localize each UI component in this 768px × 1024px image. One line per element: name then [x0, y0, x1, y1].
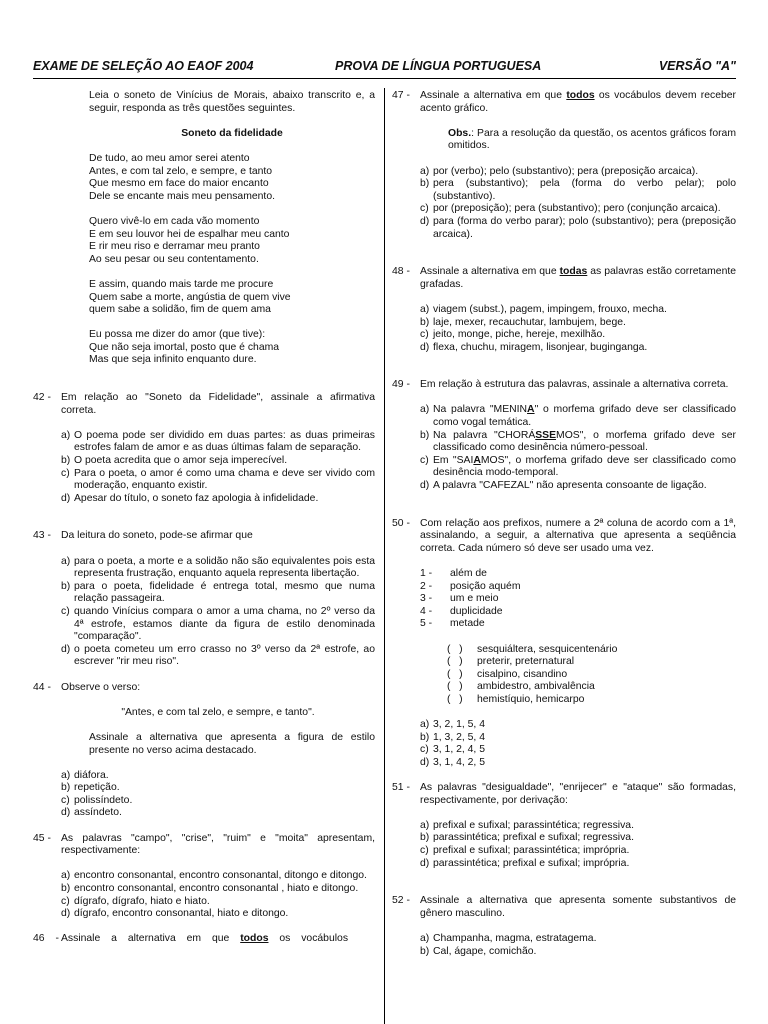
- blank-item[interactable]: ( ) hemistíquio, hemicarpo: [447, 693, 585, 705]
- question-number: 43 -: [33, 530, 51, 542]
- option-text: Na palavra "CHORÁ: [433, 429, 536, 441]
- option-text: Para o poeta, o amor é como uma chama e deve ser vivido com moderação, enquanto existir.: [74, 467, 375, 492]
- option-text: jeito, monge, piche, hereje, mexilhão.: [433, 329, 606, 341]
- highlighted-verse: "Antes, e com tal zelo, e sempre, e tanto".: [121, 706, 315, 718]
- question-text: Da leitura do soneto, pode-se afirmar que: [61, 530, 253, 542]
- option-letter: a): [420, 404, 430, 416]
- list-item: 2 - posição aquém: [420, 580, 521, 592]
- verse: Antes, e com tal zelo, e sempre, e tanto: [89, 165, 273, 177]
- first-column-list: [392, 568, 736, 631]
- option-b[interactable]: [420, 832, 736, 845]
- option-c[interactable]: [61, 606, 375, 644]
- option-text: A palavra "CAFEZAL" não apresenta consoante de ligação.: [433, 480, 707, 492]
- question-51: [392, 782, 736, 870]
- question-44: [33, 682, 375, 821]
- stanza: [89, 153, 375, 203]
- question-45: [33, 833, 375, 921]
- option-letter: a): [420, 165, 430, 177]
- option-c[interactable]: [61, 896, 375, 909]
- question-49: [392, 379, 736, 492]
- question-50: [392, 518, 736, 770]
- question-text: Assinale a alternativa que apresenta a figura de estilo presente no verso acima destacado.: [89, 731, 375, 756]
- question-42: [33, 392, 375, 505]
- verse: E assim, quando mais tarde me procure: [89, 278, 274, 290]
- option-a[interactable]: [420, 404, 736, 429]
- option-text: viagem (subst.), pagem, impingem, frouxo, mecha.: [433, 303, 667, 315]
- option-d[interactable]: [61, 644, 375, 669]
- option-letter: c): [61, 895, 70, 907]
- option-a[interactable]: [61, 556, 375, 581]
- observation: [392, 128, 736, 153]
- option-b[interactable]: [61, 883, 375, 896]
- stanza: [89, 329, 375, 367]
- option-text: 3, 2, 1, 5, 4: [433, 719, 485, 731]
- option-letter: c): [420, 744, 429, 756]
- column-divider: [384, 88, 385, 1024]
- verse: Que não seja imortal, posto que é chama: [89, 341, 280, 353]
- option-d[interactable]: [61, 493, 375, 506]
- option-letter: d): [61, 492, 71, 504]
- option-a[interactable]: [61, 870, 375, 883]
- option-letter: b): [420, 178, 430, 190]
- underlined-morpheme: A: [473, 454, 481, 466]
- option-text: parassintética; prefixal e sufixal; imprópria.: [433, 857, 630, 869]
- option-b[interactable]: [61, 581, 375, 606]
- option-text: por (preposição); pera (substantivo); pero (conjunção arcaica).: [433, 203, 721, 215]
- verse: Quero vivê-lo em cada vão momento: [89, 215, 260, 227]
- verse: Mas que seja infinito enquanto dure.: [89, 354, 257, 366]
- question-number: 46 -: [33, 933, 59, 945]
- option-text: MOS", o morfema grifado deve ser classificado como desinência número-pessoal.: [433, 429, 736, 454]
- question-text: Assinale a alternativa em que: [420, 90, 562, 101]
- emphasized-word: todos: [566, 90, 595, 101]
- underlined-morpheme: SSE: [535, 429, 557, 441]
- option-text: Na palavra "MENIN: [433, 404, 528, 416]
- option-text: por (verbo); pelo (substantivo); pera (preposição arcaica).: [433, 165, 699, 177]
- option-letter: c): [420, 454, 429, 466]
- option-text: Champanha, magma, estratagema.: [433, 933, 597, 945]
- obs-label: Obs.: [448, 127, 472, 139]
- option-letter: d): [420, 341, 430, 353]
- verse: Eu possa me dizer do amor (que tive):: [89, 329, 266, 341]
- option-text: Apesar do título, o soneto faz apologia à infidelidade.: [74, 492, 319, 504]
- blank-item[interactable]: ( ) cisalpino, cisandino: [447, 668, 568, 680]
- option-c[interactable]: [420, 744, 736, 757]
- question-text: as palavras estão corretamente grafadas.: [420, 266, 737, 290]
- verse: De tudo, ao meu amor serei atento: [89, 152, 250, 164]
- option-letter: b): [61, 883, 71, 895]
- option-c[interactable]: [420, 203, 736, 216]
- option-text: o poeta cometeu um erro crasso no 3º verso da 2ª estrofe, ao escrever "rir meu riso".: [74, 643, 375, 668]
- option-d[interactable]: [420, 757, 736, 770]
- verse: Dele se encante mais meu pensamento.: [89, 190, 275, 202]
- option-a[interactable]: [420, 166, 736, 179]
- option-b[interactable]: [420, 430, 736, 455]
- option-letter: c): [61, 605, 70, 617]
- intro-text: Leia o soneto de Vinícius de Morais, abaixo transcrito e, a seguir, responda as três questões seguintes.: [89, 90, 375, 114]
- option-b[interactable]: [420, 317, 736, 330]
- option-text: prefixal e sufixal; parassintética; regressiva.: [433, 819, 634, 831]
- option-letter: a): [420, 819, 430, 831]
- option-letter: d): [420, 857, 430, 869]
- option-letter: d): [420, 215, 430, 227]
- option-text: 1, 3, 2, 5, 4: [433, 731, 485, 743]
- question-text: As palavras "desigualdade", "enrijecer" e "ataque" são formadas, respectivamente, por derivação:: [420, 782, 736, 806]
- option-text: assíndeto.: [74, 807, 122, 819]
- question-number: 47 -: [392, 90, 410, 101]
- page-header: [33, 60, 736, 76]
- option-d[interactable]: [420, 858, 736, 871]
- question-number: 45 -: [33, 832, 51, 844]
- option-text: MOS", o morfema grifado deve ser classificado como desinência modo-temporal.: [433, 454, 737, 479]
- option-text: O poema pode ser dividido em duas partes: as duas primeiras estrofes falam de amor e as duas últimas falam de separação.: [74, 429, 375, 454]
- option-letter: b): [420, 832, 430, 844]
- stanza: [89, 216, 375, 266]
- option-c[interactable]: [420, 845, 736, 858]
- option-b[interactable]: [420, 732, 736, 745]
- question-text: Em relação ao "Soneto da Fidelidade", assinale a afirmativa correta.: [61, 392, 375, 416]
- option-letter: c): [61, 794, 70, 806]
- exam-title: EXAME DE SELEÇÃO AO EAOF 2004: [33, 59, 254, 73]
- question-text: Assinale a alternativa em que: [61, 933, 230, 945]
- option-letter: d): [61, 643, 71, 655]
- list-item: 4 - duplicidade: [420, 605, 503, 617]
- question-number: 42 -: [33, 392, 51, 404]
- option-a[interactable]: [420, 820, 736, 833]
- emphasized-word: todos: [240, 933, 269, 945]
- question-48: [392, 266, 736, 354]
- option-letter: b): [420, 429, 430, 441]
- option-letter: d): [420, 480, 430, 492]
- option-letter: b): [420, 316, 430, 328]
- option-letter: b): [420, 731, 430, 743]
- list-item: 3 - um e meio: [420, 593, 499, 605]
- question-text: Observe o verso:: [61, 681, 141, 693]
- option-c[interactable]: [61, 468, 375, 493]
- option-text: prefixal e sufixal; parassintética; imprópria.: [433, 845, 630, 857]
- emphasized-word: todas: [559, 266, 588, 278]
- option-letter: d): [61, 908, 71, 920]
- question-text: Com relação aos prefixos, numere a 2ª coluna de acordo com a 1ª, assinalando, a seguir, a alternativa que apresenta a seqüência correta. Cada número só deve ser usado uma vez.: [420, 517, 736, 554]
- question-43: [33, 530, 375, 669]
- option-letter: a): [420, 719, 430, 731]
- option-b[interactable]: [420, 178, 736, 203]
- option-c[interactable]: [420, 329, 736, 342]
- option-letter: b): [61, 782, 71, 794]
- question-number: 50 -: [392, 517, 410, 529]
- question-46: [33, 933, 375, 946]
- blank-box[interactable]: ( ): [447, 668, 463, 680]
- right-column: [392, 90, 736, 958]
- verse: E rir meu riso e derramar meu pranto: [89, 241, 260, 253]
- option-letter: c): [420, 845, 429, 857]
- option-text: 3, 1, 2, 4, 5: [433, 744, 485, 756]
- blank-box[interactable]: ( ): [447, 681, 463, 693]
- blank-box[interactable]: ( ): [447, 656, 463, 668]
- blank-item[interactable]: ( ) sesquiáltera, sesquicentenário: [447, 643, 618, 655]
- option-d[interactable]: [420, 342, 736, 355]
- option-letter: a): [420, 933, 430, 945]
- question-text: os vocábulos: [279, 933, 349, 945]
- option-a[interactable]: [61, 430, 375, 455]
- option-text: quando Vinícius compara o amor a uma chama, no 2º verso da 4ª estrofe, estamos diante da figura de estilo denominada "comparação".: [74, 605, 375, 643]
- verse: Ao seu pesar ou seu contentamento.: [89, 253, 259, 265]
- option-d[interactable]: [420, 480, 736, 493]
- option-d[interactable]: [420, 216, 736, 241]
- subject-title: PROVA DE LÍNGUA PORTUGUESA: [335, 59, 542, 73]
- option-b[interactable]: [61, 782, 375, 795]
- question-text: As palavras "campo", "crise", "ruim" e "moita" apresentam, respectivamente:: [61, 832, 375, 857]
- question-number: 48 -: [392, 266, 410, 278]
- question-text: Assinale a alternativa que apresenta somente substantivos de gênero masculino.: [420, 895, 736, 919]
- option-text: 3, 1, 4, 2, 5: [433, 756, 485, 768]
- question-52: [392, 895, 736, 958]
- option-letter: b): [61, 455, 71, 467]
- option-text: dígrafo, dígrafo, hiato e hiato.: [74, 895, 210, 907]
- question-text: Assinale a alternativa em que: [420, 266, 557, 278]
- option-text: parassintética; prefixal e sufixal; regressiva.: [433, 832, 634, 844]
- question-number: 44 -: [33, 681, 51, 693]
- blank-item[interactable]: ( ) preterir, preternatural: [447, 656, 575, 668]
- option-text: Cal, ágape, comichão.: [433, 945, 537, 957]
- option-text: " o morfema grifado deve ser classificado como vogal temática.: [433, 404, 736, 429]
- option-text: Em "SAI: [433, 454, 474, 466]
- obs-text: : Para a resolução da questão, os acentos gráficos foram omitidos.: [448, 127, 736, 152]
- question-text: Em relação à estrutura das palavras, assinale a alternativa correta.: [420, 379, 729, 391]
- option-c[interactable]: [61, 795, 375, 808]
- header-rule: [33, 78, 736, 79]
- second-column-list: [392, 644, 736, 707]
- option-letter: a): [61, 870, 71, 882]
- option-text: para (forma do verbo parar); polo (substantivo); pera (preposição arcaica).: [433, 215, 736, 240]
- option-text: polissíndeto.: [74, 794, 133, 806]
- option-text: encontro consonantal, encontro consonantal, ditongo e ditongo.: [74, 870, 367, 882]
- question-number: 49 -: [392, 379, 410, 391]
- option-text: diáfora.: [74, 769, 109, 781]
- question-47: [392, 90, 736, 241]
- option-text: para o poeta, fidelidade é entrega total, mesmo que numa relação passageira.: [74, 580, 375, 605]
- option-text: para o poeta, a morte e a solidão não são equivalentes pois esta representa frustração, enquanto aquela representa libertação.: [74, 555, 375, 580]
- blank-item[interactable]: ( ) ambidestro, ambivalência: [447, 681, 595, 693]
- option-a[interactable]: [420, 304, 736, 317]
- option-letter: c): [61, 467, 70, 479]
- option-d[interactable]: [61, 908, 375, 921]
- blank-box[interactable]: ( ): [447, 643, 463, 655]
- option-a[interactable]: [420, 719, 736, 732]
- question-number: 52 -: [392, 895, 410, 907]
- option-letter: a): [61, 429, 71, 441]
- verse: Quem sabe a morte, angústia de quem vive: [89, 291, 291, 303]
- option-d[interactable]: [61, 807, 375, 820]
- option-letter: b): [61, 580, 71, 592]
- question-text: os vocábulos devem receber acento gráfico.: [420, 90, 737, 114]
- verse: E em seu louvor hei de espalhar meu canto: [89, 228, 290, 240]
- stanza: [89, 279, 375, 317]
- option-text: pera (substantivo); pela (forma do verbo pelar); polo (substantivo).: [433, 178, 736, 202]
- poem-title: Soneto da fidelidade: [181, 127, 283, 139]
- option-text: repetição.: [74, 782, 120, 794]
- option-text: flexa, chuchu, miragem, lisonjear, buginganga.: [433, 341, 648, 353]
- option-c[interactable]: [420, 455, 736, 480]
- list-item: 5 - metade: [420, 618, 485, 630]
- option-letter: a): [61, 769, 71, 781]
- option-text: dígrafo, encontro consonantal, hiato e ditongo.: [74, 908, 289, 920]
- option-b[interactable]: [61, 455, 375, 468]
- left-column: [33, 90, 375, 946]
- option-letter: a): [61, 555, 71, 567]
- version-label: VERSÃO "A": [658, 59, 736, 73]
- poem: [33, 153, 375, 367]
- option-letter: a): [420, 303, 430, 315]
- option-letter: b): [420, 945, 430, 957]
- question-number: 51 -: [392, 782, 410, 794]
- verse: quem sabe a solidão, fim de quem ama: [89, 304, 271, 316]
- option-text: laje, mexer, recauchutar, lambujem, bege.: [433, 316, 626, 328]
- option-text: encontro consonantal, encontro consonantal , hiato e ditongo.: [74, 883, 359, 895]
- option-letter: d): [420, 756, 430, 768]
- option-letter: d): [61, 807, 71, 819]
- underlined-morpheme: A: [527, 404, 535, 416]
- list-item: 1 - além de: [420, 568, 487, 579]
- option-a[interactable]: [420, 933, 736, 946]
- option-text: O poeta acredita que o amor seja imperecível.: [74, 455, 288, 467]
- option-a[interactable]: [61, 770, 375, 783]
- option-letter: c): [420, 203, 429, 215]
- option-letter: c): [420, 329, 429, 341]
- option-b[interactable]: [420, 946, 736, 959]
- verse: Que mesmo em face do maior encanto: [89, 178, 269, 190]
- blank-box[interactable]: ( ): [447, 693, 463, 705]
